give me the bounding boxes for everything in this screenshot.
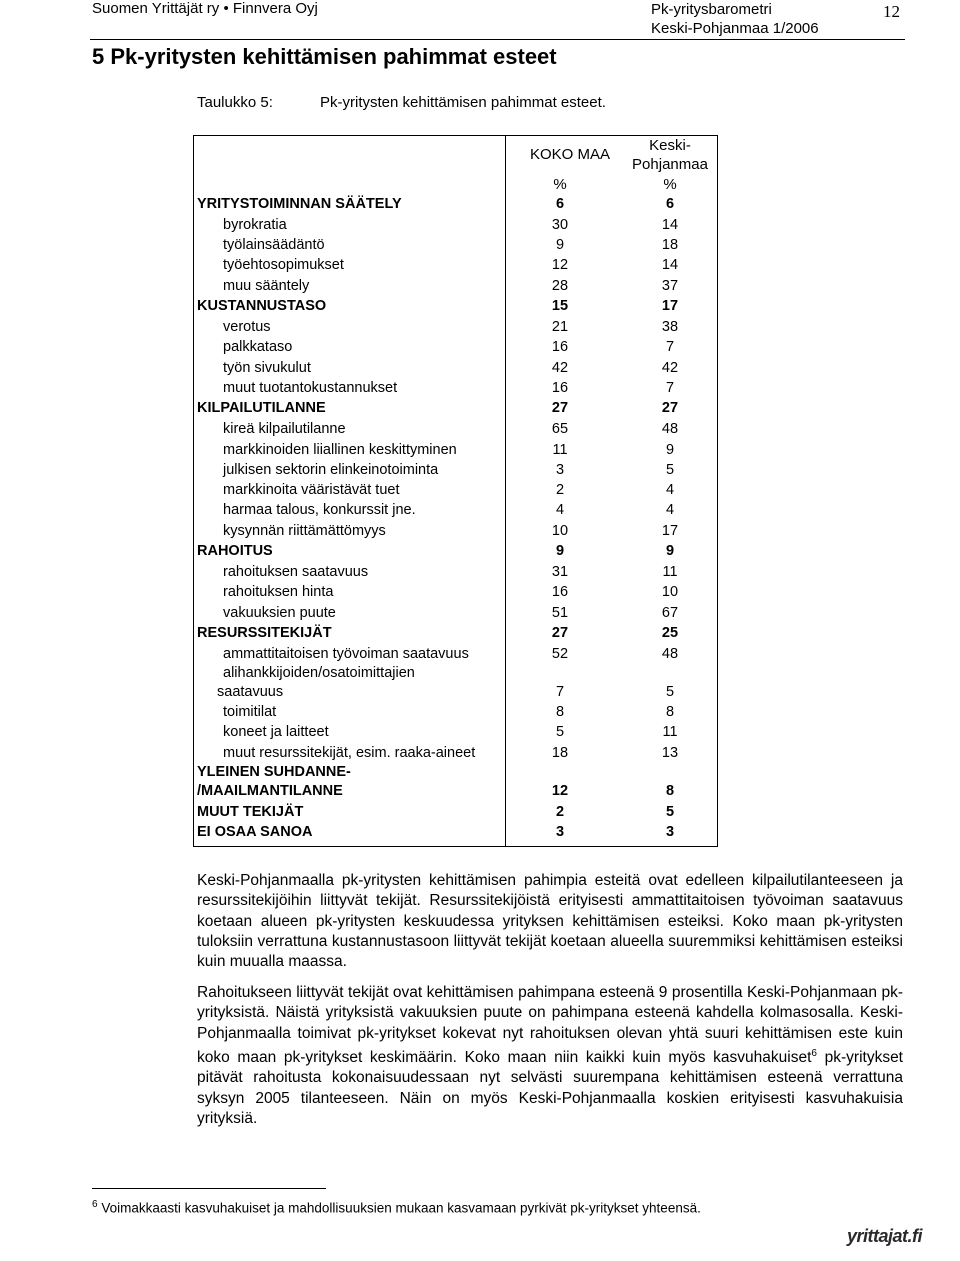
row-label: EI OSAA SANOA: [197, 824, 313, 840]
value-koko-maa: 2: [555, 482, 565, 498]
value-keski-pohjanmaa: 4: [665, 482, 675, 498]
row-label: markkinoiden liiallinen keskittyminen: [223, 442, 457, 458]
table-row: [0, 215, 960, 235]
value-koko-maa: 4: [555, 502, 565, 518]
header-publisher: Suomen Yrittäjät ry • Finnvera Oyj: [92, 0, 318, 17]
value-keski-pohjanmaa: 7: [665, 339, 675, 355]
value-keski-pohjanmaa: 17: [661, 298, 679, 314]
table-row: [0, 337, 960, 357]
value-keski-pohjanmaa: 4: [665, 502, 675, 518]
row-label: YLEINEN SUHDANNE-: [197, 764, 351, 780]
value-keski-pohjanmaa: 14: [661, 217, 679, 233]
row-label: julkisen sektorin elinkeinotoiminta: [223, 462, 439, 478]
value-keski-pohjanmaa: 38: [661, 319, 679, 335]
table-row: [0, 682, 960, 702]
table-row: [0, 235, 960, 255]
page-number: 12: [883, 2, 900, 21]
table-row: [0, 722, 960, 742]
row-label: ammattitaitoisen työvoiman saatavuus: [223, 646, 469, 662]
value-keski-pohjanmaa: 48: [661, 646, 679, 662]
table-row: [0, 255, 960, 275]
row-label: vakuuksien puute: [223, 605, 336, 621]
value-keski-pohjanmaa: 8: [665, 704, 675, 720]
value-keski-pohjanmaa: 5: [665, 804, 675, 820]
table-row: [0, 398, 960, 418]
column-header-keski-pohjanmaa: Keski- Pohjanmaa: [632, 137, 708, 173]
row-label: MUUT TEKIJÄT: [197, 804, 304, 820]
value-koko-maa: 9: [555, 543, 565, 559]
row-label: palkkataso: [223, 339, 293, 355]
value-keski-pohjanmaa: 13: [661, 745, 679, 761]
value-keski-pohjanmaa: 5: [665, 462, 675, 478]
value-koko-maa: 31: [551, 564, 569, 580]
table-row: [0, 582, 960, 602]
unit-keski-pohjanmaa: %: [663, 176, 677, 193]
value-keski-pohjanmaa: 9: [665, 543, 675, 559]
table-row: [0, 480, 960, 500]
footnote-text: Voimakkaasti kasvuhakuiset ja mahdollisuuksien mukaan kasvamaan pyrkivät pk-yritykset yhteensä.: [97, 1200, 701, 1216]
row-label: työehtosopimukset: [223, 257, 344, 273]
value-keski-pohjanmaa: 11: [662, 724, 678, 740]
logo-text: yrittajat.fi: [847, 1226, 923, 1246]
table-row: [0, 500, 960, 520]
value-koko-maa: 16: [551, 584, 569, 600]
unit-koko-maa: %: [553, 176, 567, 193]
row-label: alihankkijoiden/osatoimittajien: [223, 665, 415, 681]
value-koko-maa: 18: [551, 745, 569, 761]
row-label: saatavuus: [217, 684, 284, 700]
row-label: koneet ja laitteet: [223, 724, 329, 740]
row-label: /MAAILMANTILANNE: [197, 783, 343, 799]
row-label: rahoituksen hinta: [223, 584, 334, 600]
value-koko-maa: 11: [552, 442, 568, 458]
table-row: [0, 440, 960, 460]
row-label: harmaa talous, konkurssit jne.: [223, 502, 416, 518]
value-koko-maa: 6: [555, 196, 565, 212]
footnote-marker: 6: [92, 1199, 98, 1210]
table-row: [0, 419, 960, 439]
row-label: rahoituksen saatavuus: [223, 564, 369, 580]
row-label: työlainsäädäntö: [223, 237, 325, 253]
table-row: [0, 743, 960, 763]
row-label: RAHOITUS: [197, 543, 273, 559]
row-label: KILPAILUTILANNE: [197, 400, 326, 416]
table-row: [0, 562, 960, 582]
value-keski-pohjanmaa: 27: [661, 400, 679, 416]
row-label: työn sivukulut: [223, 360, 311, 376]
table-row: [0, 702, 960, 722]
table-row: [0, 460, 960, 480]
value-koko-maa: 9: [555, 237, 565, 253]
value-koko-maa: 65: [551, 421, 569, 437]
value-keski-pohjanmaa: 14: [661, 257, 679, 273]
table-row: [0, 317, 960, 337]
value-keski-pohjanmaa: 18: [661, 237, 679, 253]
row-label: muut resurssitekijät, esim. raaka-aineet: [223, 745, 476, 761]
row-label: KUSTANNUSTASO: [197, 298, 327, 314]
value-koko-maa: 15: [551, 298, 569, 314]
value-koko-maa: 30: [551, 217, 569, 233]
table-row: [0, 276, 960, 296]
value-koko-maa: 12: [551, 257, 569, 273]
value-koko-maa: 3: [555, 462, 565, 478]
logo-mark: [843, 1219, 937, 1251]
table-row: [0, 623, 960, 643]
yrittajat-logo: [843, 1219, 937, 1251]
value-keski-pohjanmaa: 9: [665, 442, 675, 458]
row-label: kysynnän riittämättömyys: [223, 523, 386, 539]
value-koko-maa: 16: [551, 380, 569, 396]
value-koko-maa: 28: [551, 278, 569, 294]
row-label: kireä kilpailutilanne: [223, 421, 346, 437]
value-keski-pohjanmaa: 5: [665, 684, 675, 700]
value-keski-pohjanmaa: 8: [665, 783, 675, 799]
row-label: muut tuotantokustannukset: [223, 380, 398, 396]
value-keski-pohjanmaa: 67: [661, 605, 679, 621]
table-row: [0, 802, 960, 822]
table-row: [0, 358, 960, 378]
value-koko-maa: 21: [551, 319, 569, 335]
value-keski-pohjanmaa: 48: [661, 421, 679, 437]
row-label: muu sääntely: [223, 278, 310, 294]
table-caption-label: Taulukko 5:: [197, 94, 273, 111]
value-keski-pohjanmaa: 6: [665, 196, 675, 212]
value-keski-pohjanmaa: 3: [665, 824, 675, 840]
value-koko-maa: 27: [551, 625, 569, 641]
table-row: [0, 663, 960, 683]
value-keski-pohjanmaa: 42: [661, 360, 679, 376]
row-label: markkinoita vääristävät tuet: [223, 482, 400, 498]
paragraph-1: Keski-Pohjanmaalla pk-yritysten kehittämisen pahimpia esteitä ovat edelleen kilpailutilanteeseen ja resurssitekijöihin liittyvät tekijät. Resurssitekijöistä erityisesti ammattitaitoisen työvoiman saatavuus koetaan alueen pk-yritysten keskuudessa yrityksen kehittämisen esteiksi. Koko maan pk-yritysten tuloksiin verrattuna kustannustasoon liittyvät tekijät koetaan alueella suuremmiksi kehittämisen esteiksi kuin muualla maassa.: [197, 872, 903, 971]
value-keski-pohjanmaa: 10: [661, 584, 679, 600]
footnote-reference: 6: [811, 1047, 817, 1059]
value-koko-maa: 51: [551, 605, 569, 621]
row-label: toimitilat: [223, 704, 277, 720]
table-row: [0, 378, 960, 398]
footnote: [92, 1199, 701, 1216]
value-koko-maa: 42: [551, 360, 569, 376]
value-keski-pohjanmaa: 11: [662, 564, 678, 580]
value-koko-maa: 16: [551, 339, 569, 355]
header-report-name: Pk-yritysbarometri: [651, 1, 772, 18]
table-row: [0, 781, 960, 801]
value-koko-maa: 12: [551, 783, 569, 799]
value-koko-maa: 52: [551, 646, 569, 662]
table-row: [0, 194, 960, 214]
table-caption-text: Pk-yritysten kehittämisen pahimmat esteet.: [320, 94, 606, 111]
header-report-title: [651, 0, 819, 38]
row-label: verotus: [223, 319, 271, 335]
value-keski-pohjanmaa: 17: [661, 523, 679, 539]
table-row: [0, 822, 960, 842]
table-row: [0, 644, 960, 664]
table-row: [0, 603, 960, 623]
row-label: YRITYSTOIMINNAN SÄÄTELY: [197, 196, 402, 212]
value-koko-maa: 10: [551, 523, 569, 539]
table-row: [0, 296, 960, 316]
value-keski-pohjanmaa: 37: [661, 278, 679, 294]
table-row: [0, 521, 960, 541]
value-koko-maa: 2: [555, 804, 565, 820]
table-row: [0, 762, 960, 782]
value-koko-maa: 8: [555, 704, 565, 720]
value-koko-maa: 27: [551, 400, 569, 416]
value-koko-maa: 7: [555, 684, 565, 700]
value-koko-maa: 3: [555, 824, 565, 840]
row-label: byrokratia: [223, 217, 287, 233]
paragraph-2: Rahoitukseen liittyvät tekijät ovat kehittämisen pahimpana esteenä 9 prosentilla Keski-Pohjanmaan pk-yrityksistä. Näistä yrityksistä vakuuksien puute on pahimpana esteenä kahdella kolmasosalla. Keski-Pohjanmaalla toimivat pk-yritykset kokevat nyt rahoituksen olevan yhtä suuri kehittämisen este kuin koko maan pk-yritykset keskimäärin. Koko maan niin kaikki kuin myös kasvuhakuiset$^6$ pk-yritykset pitävät rahoitusta kokonaisuudessaan nyt selvästi suurempana kehittämisen esteenä verrattuna syksyn 2005 tilanteeseen. Näin on myös Keski-Pohjanmaalla koskien erityisesti kasvuhakuisia yrityksiä.: [197, 984, 903, 1127]
row-label: RESURSSITEKIJÄT: [197, 625, 332, 641]
header-report-region: Keski-Pohjanmaa 1/2006: [651, 20, 819, 37]
value-koko-maa: 5: [555, 724, 565, 740]
section-title: 5 Pk-yritysten kehittämisen pahimmat esteet: [92, 44, 557, 69]
value-keski-pohjanmaa: 7: [665, 380, 675, 396]
footnote-divider: [92, 1188, 326, 1189]
value-keski-pohjanmaa: 25: [661, 625, 679, 641]
header-divider: [90, 39, 905, 40]
table-row: [0, 541, 960, 561]
column-header-koko-maa: KOKO MAA: [529, 146, 611, 163]
